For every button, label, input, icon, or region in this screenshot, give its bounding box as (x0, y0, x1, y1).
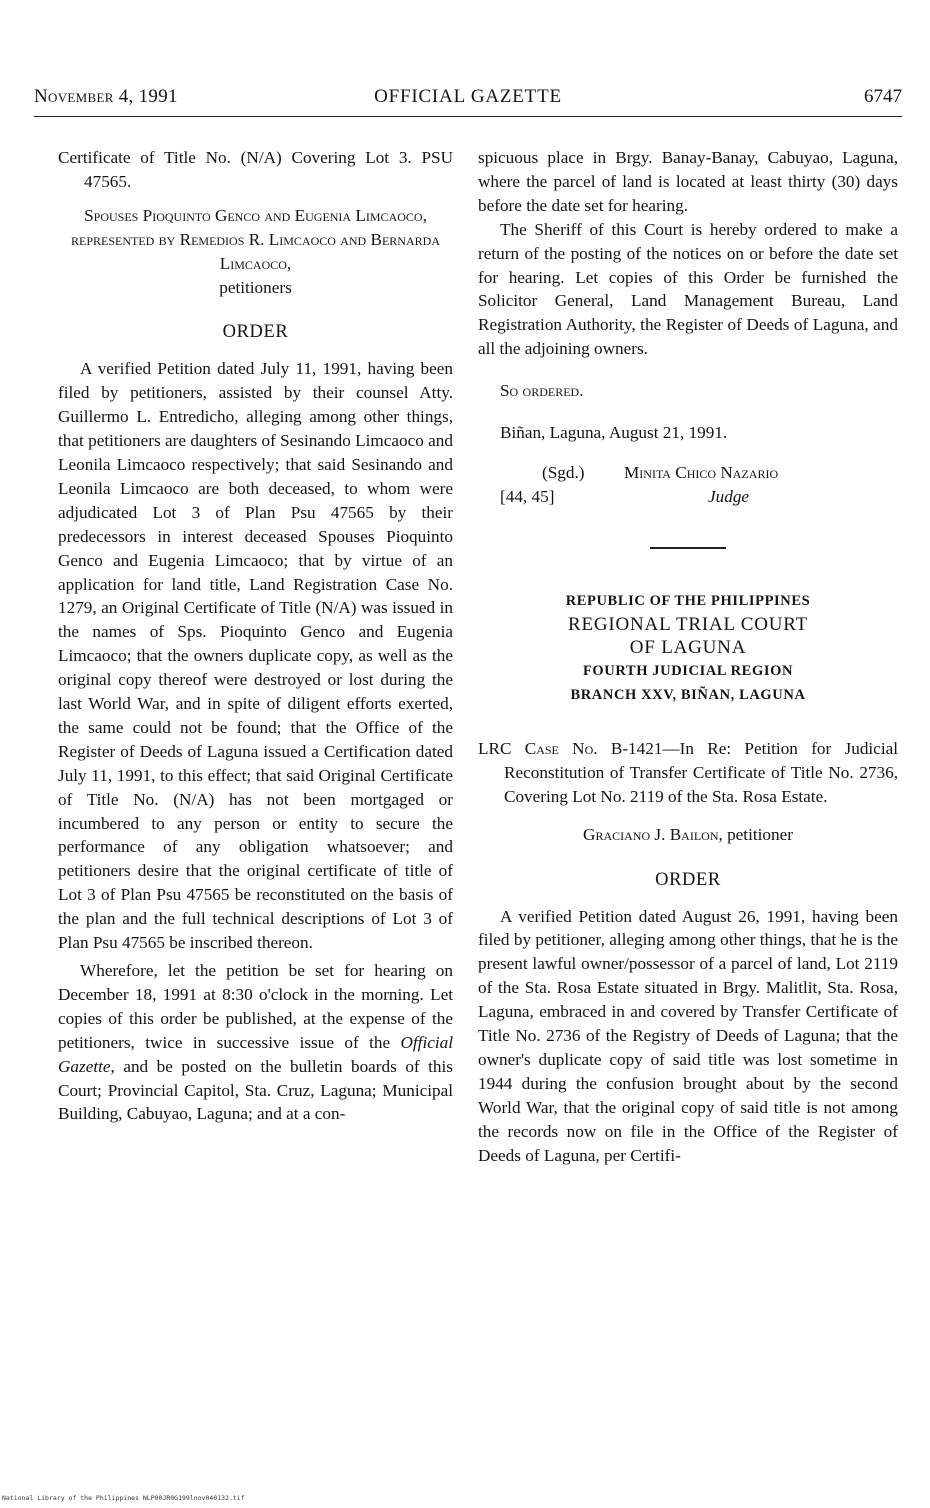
petitioner-name: Graciano J. Bailon (583, 824, 719, 844)
parties-names: Spouses Pioquinto Genco and Eugenia Limcaoco, represented by Remedios R. Limcaoco and Bernarda Limcaoco, (71, 205, 440, 273)
case-label: LRC Case No. B-1421 (478, 738, 663, 758)
signature-block (478, 461, 898, 515)
issue-reference: [44, 45] (500, 486, 555, 506)
paragraph-2-end: , and be posted on the bulletin boards of this Court; Provincial Capitol, Sta. Cruz, Laguna; Municipal Building, Cabuyao, Laguna; and at a con- (58, 1056, 453, 1124)
order-paragraph-4: A verified Petition dated August 26, 1991, having been filed by petitioner, alleging among other things, that he is the present lawful owner/possessor of a parcel of land, Lot 2119 of the Sta. Rosa Estate situated in Brgy. Malitlit, Sta. Rosa, Laguna, embraced in and covered by Transfer Certificate of Title No. 2736 of the Registry of Deeds of Laguna; that the owner's duplicate copy of said title was lost sometime in 1944 during the confusion brought about by the second World War, that the original copy of said title is not among the records now on file in the Office of the Register of Deeds of Laguna, per Certifi- (478, 906, 898, 1165)
page-header (34, 86, 902, 116)
parties-block (58, 204, 453, 300)
section-divider (650, 547, 726, 549)
court-name-line-2: OF LAGUNA (629, 636, 747, 658)
intro-text: Certificate of Title No. (N/A) Covering Lot 3. PSU 47565. (58, 148, 453, 191)
judge-name: Minita Chico Nazario (624, 462, 779, 482)
signature-sgd: (Sgd.) (542, 462, 585, 482)
judicial-region: FOURTH JUDICIAL REGION (582, 662, 794, 679)
petitioner-role: , petitioner (718, 824, 793, 844)
case-caption (478, 737, 898, 809)
right-column (478, 146, 898, 1167)
court-name-line-1: REGIONAL TRIAL COURT (567, 613, 809, 635)
court-branch: BRANCH XXV, BIÑAN, LAGUNA (570, 686, 806, 703)
order-heading-1: ORDER (222, 322, 289, 343)
order-paragraph-2 (58, 959, 453, 1126)
order-paragraph-1: A verified Petition dated July 11, 1991, having been filed by petitioners, assisted by their counsel Atty. Guillermo L. Entredicho, alleging among other things, that petitioners are daughters of Sesinando Limcaoco and Leonila Limcaoco respectively; that said Sesinando and Leonila Limcaoco are both deceased, to whom were adjudicated Lot 3 of Plan Psu 47565 by their predecessors in interest deceased Spouses Pioquinto Genco and Eugenia Limcaoco; that by virtue of an application for land title, Land Registration Case No. 1279, an Original Certificate of Title (N/A) was issued in the names of Sps. Pioquinto Genco and Eugenia Limcaoco; that the owners duplicate copy, as well as the original copy thereof were destroyed or lost during the last World War, and in spite of diligent efforts exerted, the same could not be found; that the Office of the Register of Deeds of Laguna issued a Certification dated July 11, 1991, to this effect; that said Original Certificate of Title No. (N/A) has not been mortgaged or incumbered to any person or entity to secure the performance of any obligation whatsoever; and petitioners desire that the original certificate of title of Lot 3 of Plan Psu 47565 be reconstituted on the basis of the plan and the full technical descriptions of Lot 3 of Plan Psu 47565 be inscribed thereon. (58, 359, 453, 953)
parties-role: petitioners (219, 277, 292, 297)
header-page-number: 6747 (864, 86, 902, 107)
order-heading-2: ORDER (655, 869, 721, 890)
petitioner-line (478, 823, 898, 847)
court-heading (478, 589, 898, 707)
order-paragraph-3: The Sheriff of this Court is hereby ordered to make a return of the posting of the notices on or before the date set for hearing. Let copies of this Order be furnished the Solicitor General, Land Management Bureau, Land Registration Authority, the Register of Deeds of Laguna, and all the adjoining owners. (478, 219, 898, 359)
paragraph-2-start: Wherefore, let the petition be set for hearing on December 18, 1991 at 8:30 o'clock in the morning. Let copies of this order be published, at the expense of the petitioners, twice in successive issue of the (58, 961, 453, 1052)
judge-role: Judge (708, 486, 750, 506)
scan-footer: National Library of the Philippines NLP00JR0G199lnov040132.tif (2, 1494, 245, 1502)
left-column (58, 146, 453, 1126)
place-date: Biñan, Laguna, August 21, 1991. (500, 423, 728, 443)
header-rule (34, 116, 902, 117)
header-date: November 4, 1991 (34, 86, 178, 107)
case-text: —In Re: Petition for Judicial Reconstitution of Transfer Certificate of Title No. 2736, Covering Lot No. 2119 of the Sta. Rosa Estate. (504, 738, 898, 806)
header-title: OFFICIAL GAZETTE (374, 86, 562, 107)
so-ordered: So ordered. (500, 381, 584, 401)
gazette-italic: Official Gazette (58, 1032, 453, 1076)
order-paragraph-2-continued: spicuous place in Brgy. Banay-Banay, Cabuyao, Laguna, where the parcel of land is located at least thirty (30) days before the date set for hearing. (478, 148, 898, 215)
republic-line: REPUBLIC OF THE PHILIPPINES (565, 592, 811, 609)
